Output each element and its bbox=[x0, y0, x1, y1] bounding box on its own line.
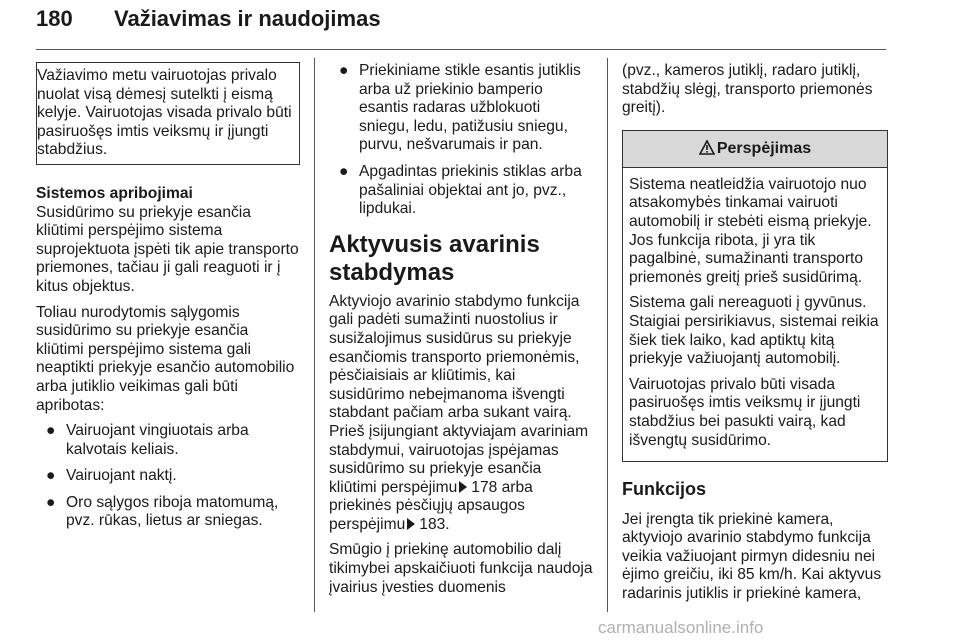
warning-body bbox=[623, 168, 887, 461]
warning-paragraph: Sistema neatleidžia vairuotojo nuo atsakomybės tinkamai vairuoti automobilį ir stebėti eismą priekyje. Jos funkcija ribota, ji yra tik pagalbinė, sumažinanti transporto priemonės greitį prieš susidūrimą. bbox=[629, 175, 872, 286]
page-number: 180 bbox=[36, 6, 73, 31]
list-item: ● Oro sąlygos riboja matomumą, pvz. rūkas, lietus ar sniegas. bbox=[46, 493, 279, 530]
bullet-icon: ● bbox=[339, 162, 349, 180]
page-header bbox=[36, 6, 886, 46]
list-item: ● Vairuojant vingiuotais arba kalvotais keliais. bbox=[46, 422, 249, 458]
arrow-reference-icon[interactable] bbox=[407, 518, 415, 530]
watermark: carmanualsonline.info bbox=[598, 618, 764, 637]
column-divider-2 bbox=[607, 58, 608, 612]
bullet-icon: ● bbox=[46, 422, 56, 440]
bullet-icon: ● bbox=[46, 467, 56, 485]
column-3 bbox=[622, 62, 888, 611]
warning-paragraph: Vairuotojas privalo būti visada pasiruošęs imtis veiksmų ir įjungti stabdžius bei pasukti vairą, kad išvengtų susidūrimo. bbox=[629, 375, 861, 449]
bullet-list bbox=[329, 62, 593, 219]
column-2 bbox=[329, 62, 593, 604]
list-item: ● Vairuojant naktį. bbox=[46, 467, 177, 485]
warning-title: Perspėjimas bbox=[716, 139, 812, 157]
column-1 bbox=[36, 62, 300, 539]
page-title: Važiavimas ir naudojimas bbox=[114, 6, 381, 31]
bullet-icon: ● bbox=[46, 493, 56, 511]
warning-triangle-icon bbox=[699, 140, 715, 155]
arrow-reference-icon[interactable] bbox=[459, 481, 467, 493]
notice-box bbox=[36, 62, 300, 165]
page-reference-link[interactable]: 183. bbox=[419, 515, 450, 533]
warning-box bbox=[622, 130, 888, 462]
paragraph: Toliau nurodytomis sąlygomis susidūrimo su priekyje esančia kliūtimi perspėjimo sistema gali neaptikti priekyje esančio automobilio arba jutiklio veikimas gali būti apribotas: bbox=[36, 303, 295, 414]
warning-header bbox=[623, 131, 887, 168]
paragraph: (pvz., kameros jutiklį, radaro jutiklį, stabdžių slėgį, transporto priemonės greitį). bbox=[622, 62, 873, 117]
section-subheading: Sistemos apribojimai bbox=[36, 184, 193, 202]
page-reference-link[interactable]: 178 arba priekinės pėsčiųjų apsaugos perspėjimu bbox=[329, 478, 533, 533]
paragraph: Jei įrengta tik priekinė kamera, aktyviojo avarinio stabdymo funkcija veikia važiuojant pirmyn didesniu nei ėjimo greičiu, iki 85 km/h. Kai aktyvus radarinis jutiklis ir priekinė kamera, bbox=[622, 510, 882, 603]
section-heading: Aktyvusis avarinis stabdymas bbox=[329, 230, 540, 286]
warning-paragraph: Sistema gali nereaguoti į gyvūnus. Staigiai persirikiavus, sistemai reikia šiek tiek laiko, kad aptiktų kitą priekyje važiuojantį automobilį. bbox=[629, 294, 879, 368]
list-item: ● Priekiniame stikle esantis jutiklis arba už priekinio bamperio esantis radaras užblokuoti sniegu, ledu, patižusiu sniegu, purvu, nešvarumais ir pan. bbox=[339, 62, 581, 154]
section-subheading: Funkcijos bbox=[622, 479, 707, 500]
header-rule bbox=[36, 49, 886, 50]
paragraph: Susidūrimo su priekyje esančia kliūtimi perspėjimo sistema suprojektuota įspėti tik apie transporto priemones, tačiau ji gali reaguoti ir į kitus objektus. bbox=[36, 203, 299, 295]
bullet-icon: ● bbox=[339, 62, 349, 79]
list-item: ● Apgadintas priekinis stiklas arba pašaliniai objektai ant jo, pvz., lipdukai. bbox=[339, 162, 582, 218]
column-divider-1 bbox=[314, 58, 315, 612]
bullet-list bbox=[36, 422, 300, 531]
paragraph: Smūgio į priekinę automobilio dalį tikimybei apskaičiuoti funkcija naudoja įvairius įvesties duomenis bbox=[329, 541, 593, 596]
notice-text: Važiavimo metu vairuotojas privalo nuolat visą dėmesį sutelkti į eismą kelyje. Vairuotojas visada privalo būti pasiruošęs imtis veiksmų ir įjungti stabdžius. bbox=[37, 67, 292, 159]
paragraph: Aktyviojo avarinio stabdymo funkcija gali padėti sumažinti nuostolius ir susižalojimus susidūrus su priekyje esančiomis transporto priemonėmis, pėsčiaisiais ar kliūtimis, kai susidūrimo nebeįmanoma išvengti stabdant pačiam arba sukant vairą. Prieš įsijungiant aktyviajam avariniam stabdymui, vairuotojas įspėjamas susidūrimo su priekyje esančia kliūtimi perspėjimu 178 arba priekinės pėsčiųjų apsaugos perspėjimu 183. bbox=[329, 292, 589, 533]
